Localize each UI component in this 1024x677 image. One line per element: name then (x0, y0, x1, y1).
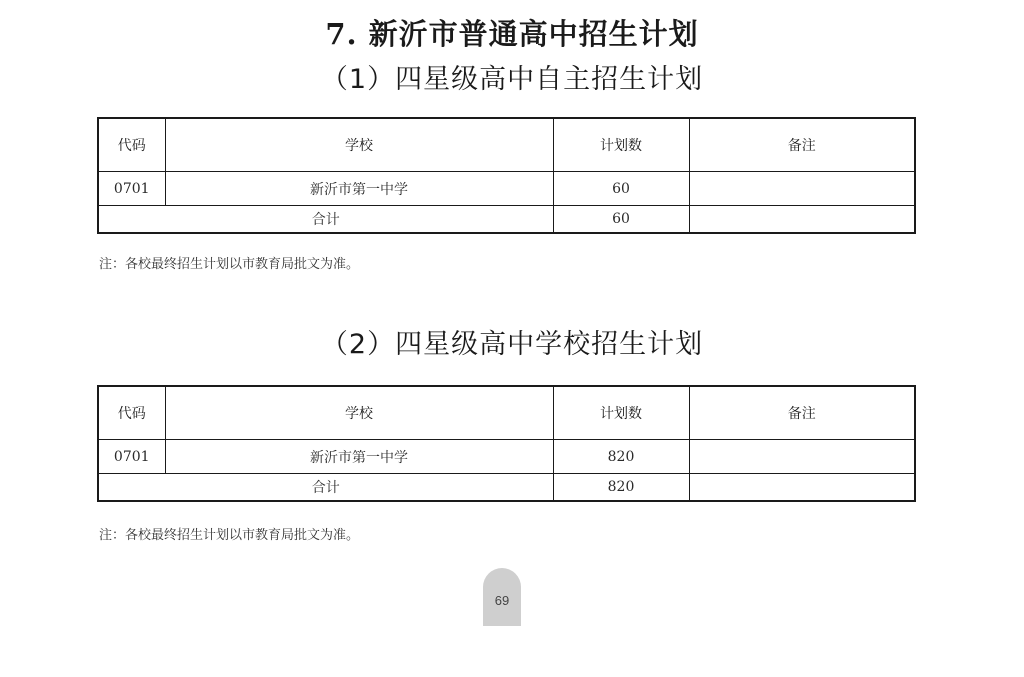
section-2-title: （2）四星级高中学校招生计划 (320, 329, 704, 360)
cell-code: 0701 (98, 440, 165, 474)
page-number: 69 (483, 568, 521, 626)
admission-plan-table-1 (97, 117, 916, 234)
total-remark (689, 474, 915, 502)
total-count: 60 (553, 206, 689, 234)
header-code: 代码 (98, 118, 165, 172)
table-row (98, 440, 915, 474)
cell-count: 820 (553, 440, 689, 474)
section-1-title: （1）四星级高中自主招生计划 (320, 64, 704, 95)
table-header-row (98, 386, 915, 440)
page-title: 7. 新沂市普通高中招生计划 (325, 17, 699, 51)
header-remark: 备注 (689, 386, 915, 440)
cell-remark (689, 172, 915, 206)
admission-plan-table-2 (97, 385, 916, 502)
section-2-note: 注：各校最终招生计划以市教育局批文为准。 (99, 528, 360, 543)
total-remark (689, 206, 915, 234)
table-row (98, 172, 915, 206)
header-school: 学校 (165, 386, 553, 440)
cell-school: 新沂市第一中学 (165, 440, 553, 474)
cell-remark (689, 440, 915, 474)
header-count: 计划数 (553, 118, 689, 172)
section-1-note: 注：各校最终招生计划以市教育局批文为准。 (99, 257, 360, 272)
header-count: 计划数 (553, 386, 689, 440)
cell-school: 新沂市第一中学 (165, 172, 553, 206)
total-row (98, 474, 915, 502)
cell-count: 60 (553, 172, 689, 206)
header-school: 学校 (165, 118, 553, 172)
header-remark: 备注 (689, 118, 915, 172)
total-label: 合计 (98, 206, 553, 234)
table-header-row (98, 118, 915, 172)
total-row (98, 206, 915, 234)
total-count: 820 (553, 474, 689, 502)
total-label: 合计 (98, 474, 553, 502)
cell-code: 0701 (98, 172, 165, 206)
header-code: 代码 (98, 386, 165, 440)
